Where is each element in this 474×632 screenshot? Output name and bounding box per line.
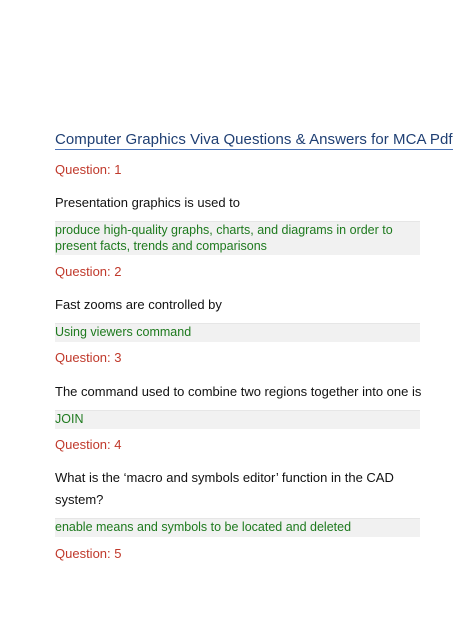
answer-3-text: JOIN (55, 410, 420, 429)
answer-2-text: Using viewers command (55, 323, 420, 342)
question-1-text: Presentation graphics is used to (55, 195, 240, 210)
question-2-label: Question: 2 (55, 264, 122, 279)
question-5-label: Question: 5 (55, 546, 122, 561)
question-4-text: What is the ‘macro and symbols editor’ function in the CAD system? (55, 470, 394, 507)
answer-1-text: produce high-quality graphs, charts, and diagrams in order to present facts, trends and comparisons (55, 221, 420, 255)
question-3-label: Question: 3 (55, 350, 122, 365)
question-2-text: Fast zooms are controlled by (55, 297, 222, 312)
question-1-label: Question: 1 (55, 162, 122, 177)
answer-4-text: enable means and symbols to be located and deleted (55, 518, 420, 537)
question-3-text: The command used to combine two regions together into one is (55, 384, 422, 399)
document-title: Computer Graphics Viva Questions & Answers for MCA Pdf (55, 131, 453, 148)
question-4-label: Question: 4 (55, 437, 122, 452)
